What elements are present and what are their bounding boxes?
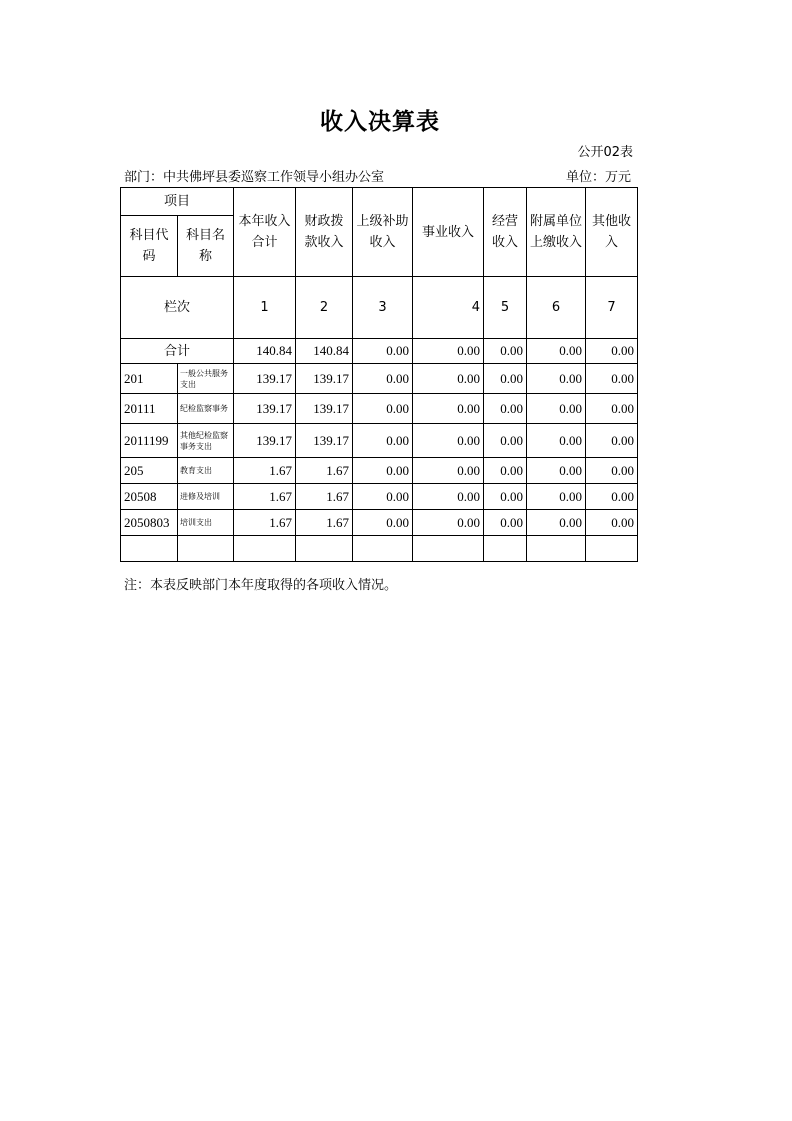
amount-cell: 1.67 xyxy=(296,510,353,536)
amount-cell: 0.00 xyxy=(484,424,527,458)
subject-name: 教育支出 xyxy=(178,458,234,484)
amount-cell: 139.17 xyxy=(296,424,353,458)
form-number: 公开02表 xyxy=(577,145,633,160)
amount-cell: 0.00 xyxy=(527,458,586,484)
empty-cell xyxy=(121,536,178,562)
code-header: 科目代码 xyxy=(121,216,178,277)
empty-cell xyxy=(527,536,586,562)
subject-code: 2050803 xyxy=(121,510,178,536)
table-row xyxy=(121,458,638,484)
other-header: 其他收入 xyxy=(586,188,638,277)
amount-cell: 139.17 xyxy=(296,394,353,424)
table-row xyxy=(121,394,638,424)
total-row xyxy=(121,339,638,364)
project-header: 项目 xyxy=(121,188,234,216)
empty-cell xyxy=(586,536,638,562)
total-value: 0.00 xyxy=(586,339,638,364)
subject-name: 进修及培训 xyxy=(178,484,234,510)
column-number: 3 xyxy=(353,277,413,339)
total-header: 本年收入合计 xyxy=(234,188,296,277)
subject-code: 20508 xyxy=(121,484,178,510)
amount-cell: 139.17 xyxy=(234,424,296,458)
amount-cell: 0.00 xyxy=(353,458,413,484)
empty-cell xyxy=(234,536,296,562)
amount-cell: 0.00 xyxy=(353,394,413,424)
fiscal-header: 财政拨款收入 xyxy=(296,188,353,277)
subject-name: 纪检监察事务 xyxy=(178,394,234,424)
total-value: 140.84 xyxy=(296,339,353,364)
amount-cell: 139.17 xyxy=(296,364,353,394)
empty-cell xyxy=(178,536,234,562)
operating-header: 经营收入 xyxy=(484,188,527,277)
amount-cell: 0.00 xyxy=(413,364,484,394)
amount-cell: 1.67 xyxy=(296,484,353,510)
amount-cell: 0.00 xyxy=(413,510,484,536)
empty-cell xyxy=(413,536,484,562)
amount-cell: 0.00 xyxy=(527,394,586,424)
subject-name: 一般公共服务支出 xyxy=(178,364,234,394)
department-label: 部门：中共佛坪县委巡察工作领导小组办公室 xyxy=(124,170,385,185)
column-number: 5 xyxy=(484,277,527,339)
column-label: 栏次 xyxy=(121,277,234,339)
amount-cell: 0.00 xyxy=(586,424,638,458)
table-row xyxy=(121,364,638,394)
amount-cell: 0.00 xyxy=(527,364,586,394)
column-number: 4 xyxy=(413,277,484,339)
subject-name: 其他纪检监察事务支出 xyxy=(178,424,234,458)
amount-cell: 0.00 xyxy=(586,484,638,510)
empty-cell xyxy=(484,536,527,562)
unit-label: 单位：万元 xyxy=(565,170,631,185)
amount-cell: 0.00 xyxy=(527,510,586,536)
superior-header: 上级补助收入 xyxy=(353,188,413,277)
total-value: 140.84 xyxy=(234,339,296,364)
amount-cell: 0.00 xyxy=(353,484,413,510)
header-row-1 xyxy=(121,188,638,216)
amount-cell: 0.00 xyxy=(484,510,527,536)
amount-cell: 0.00 xyxy=(413,458,484,484)
amount-cell: 0.00 xyxy=(353,424,413,458)
total-value: 0.00 xyxy=(484,339,527,364)
subject-code: 20111 xyxy=(121,394,178,424)
amount-cell: 0.00 xyxy=(527,424,586,458)
amount-cell: 0.00 xyxy=(484,394,527,424)
affiliated-header: 附属单位上缴收入 xyxy=(527,188,586,277)
amount-cell: 0.00 xyxy=(413,424,484,458)
subject-name: 培训支出 xyxy=(178,510,234,536)
subject-code: 2011199 xyxy=(121,424,178,458)
amount-cell: 0.00 xyxy=(353,364,413,394)
amount-cell: 0.00 xyxy=(586,364,638,394)
amount-cell: 0.00 xyxy=(586,394,638,424)
amount-cell: 1.67 xyxy=(234,510,296,536)
table-row xyxy=(121,510,638,536)
column-number: 6 xyxy=(527,277,586,339)
amount-cell: 139.17 xyxy=(234,394,296,424)
amount-cell: 0.00 xyxy=(484,484,527,510)
amount-cell: 0.00 xyxy=(413,484,484,510)
empty-cell xyxy=(296,536,353,562)
column-number: 2 xyxy=(296,277,353,339)
total-label: 合计 xyxy=(121,339,234,364)
amount-cell: 0.00 xyxy=(413,394,484,424)
amount-cell: 1.67 xyxy=(296,458,353,484)
amount-cell: 1.67 xyxy=(234,458,296,484)
empty-cell xyxy=(353,536,413,562)
amount-cell: 139.17 xyxy=(234,364,296,394)
column-number: 1 xyxy=(234,277,296,339)
table-row xyxy=(121,424,638,458)
page-title: 收入决算表 xyxy=(320,109,440,135)
amount-cell: 1.67 xyxy=(234,484,296,510)
empty-row xyxy=(121,536,638,562)
column-number: 7 xyxy=(586,277,638,339)
amount-cell: 0.00 xyxy=(586,458,638,484)
name-header: 科目名称 xyxy=(178,216,234,277)
amount-cell: 0.00 xyxy=(586,510,638,536)
amount-cell: 0.00 xyxy=(484,458,527,484)
footnote: 注：本表反映部门本年度取得的各项收入情况。 xyxy=(124,578,398,593)
amount-cell: 0.00 xyxy=(353,510,413,536)
table-row xyxy=(121,484,638,510)
subject-code: 201 xyxy=(121,364,178,394)
income-table xyxy=(120,187,638,562)
column-number-row xyxy=(121,277,638,339)
total-value: 0.00 xyxy=(413,339,484,364)
total-value: 0.00 xyxy=(527,339,586,364)
amount-cell: 0.00 xyxy=(484,364,527,394)
amount-cell: 0.00 xyxy=(527,484,586,510)
subject-code: 205 xyxy=(121,458,178,484)
business-header: 事业收入 xyxy=(413,188,484,277)
total-value: 0.00 xyxy=(353,339,413,364)
